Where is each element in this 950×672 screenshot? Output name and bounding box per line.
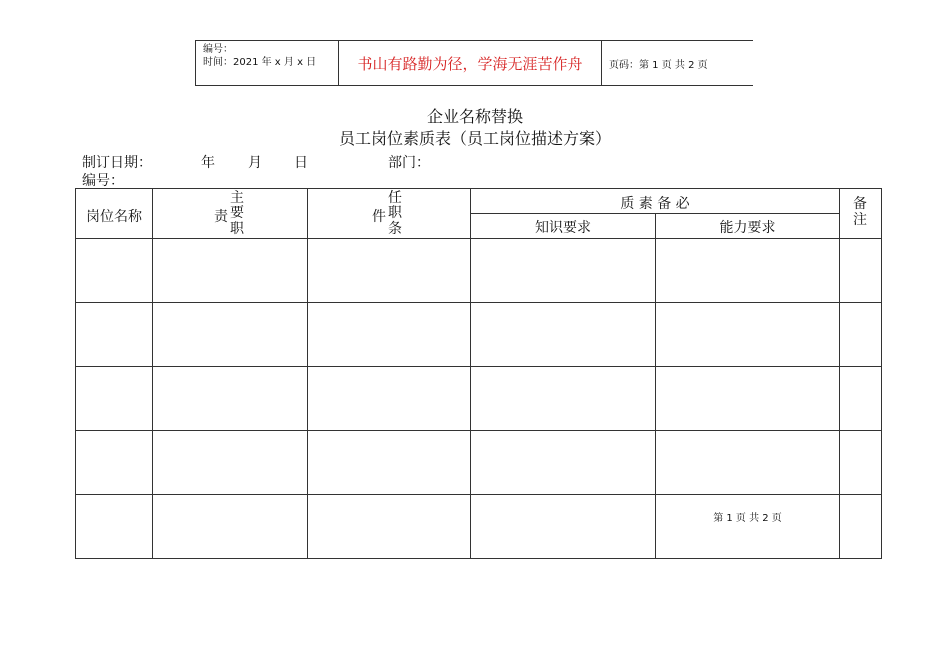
document-header [195,40,753,86]
remark-char: 注 [853,212,867,228]
header-ability: 能力要求 [719,220,776,236]
header-quality: 质 素 备 必 [620,196,690,212]
header-knowledge: 知识要求 [535,220,591,236]
qual-char: 任 [388,190,402,206]
month-label: 月 [248,155,262,171]
qual-char: 职 [388,205,402,221]
date-label: 制订日期： [82,155,152,171]
table-row [76,367,881,430]
table-row [76,495,881,558]
table-line [881,188,882,558]
duty-char: 职 [230,221,244,237]
qual-char: 件 [372,209,386,225]
table-line [75,188,882,189]
duty-char: 主 [230,190,244,206]
header-info-cell [196,41,339,85]
header-page-code: 页码：第 1 页 共 2 页 [609,59,708,71]
table-line [75,558,882,559]
company-title: 企业名称替换 [426,107,523,126]
table-row [76,303,881,366]
header-slogan: 书山有路勤为径，学海无涯苦作舟 [339,41,602,85]
form-number-label: 编号： [82,173,124,189]
form-title: 员工岗位素质表（员工岗位描述方案） [338,129,611,148]
header-time-label: 时间：2021 年 x 月 x 日 [203,57,317,68]
year-label: 年 [201,155,215,171]
header-post-name: 岗位名称 [86,209,142,225]
page-footer: 第 1 页 共 2 页 [713,513,782,524]
header-number-label: 编号： [203,44,233,55]
qual-char: 条 [388,221,402,237]
table-row [76,431,881,494]
duty-char: 责 [214,209,228,225]
department-label: 部门： [388,155,430,171]
duty-char: 要 [230,205,244,221]
table-row [76,239,881,302]
remark-char: 备 [853,196,867,212]
day-label: 日 [294,155,308,171]
